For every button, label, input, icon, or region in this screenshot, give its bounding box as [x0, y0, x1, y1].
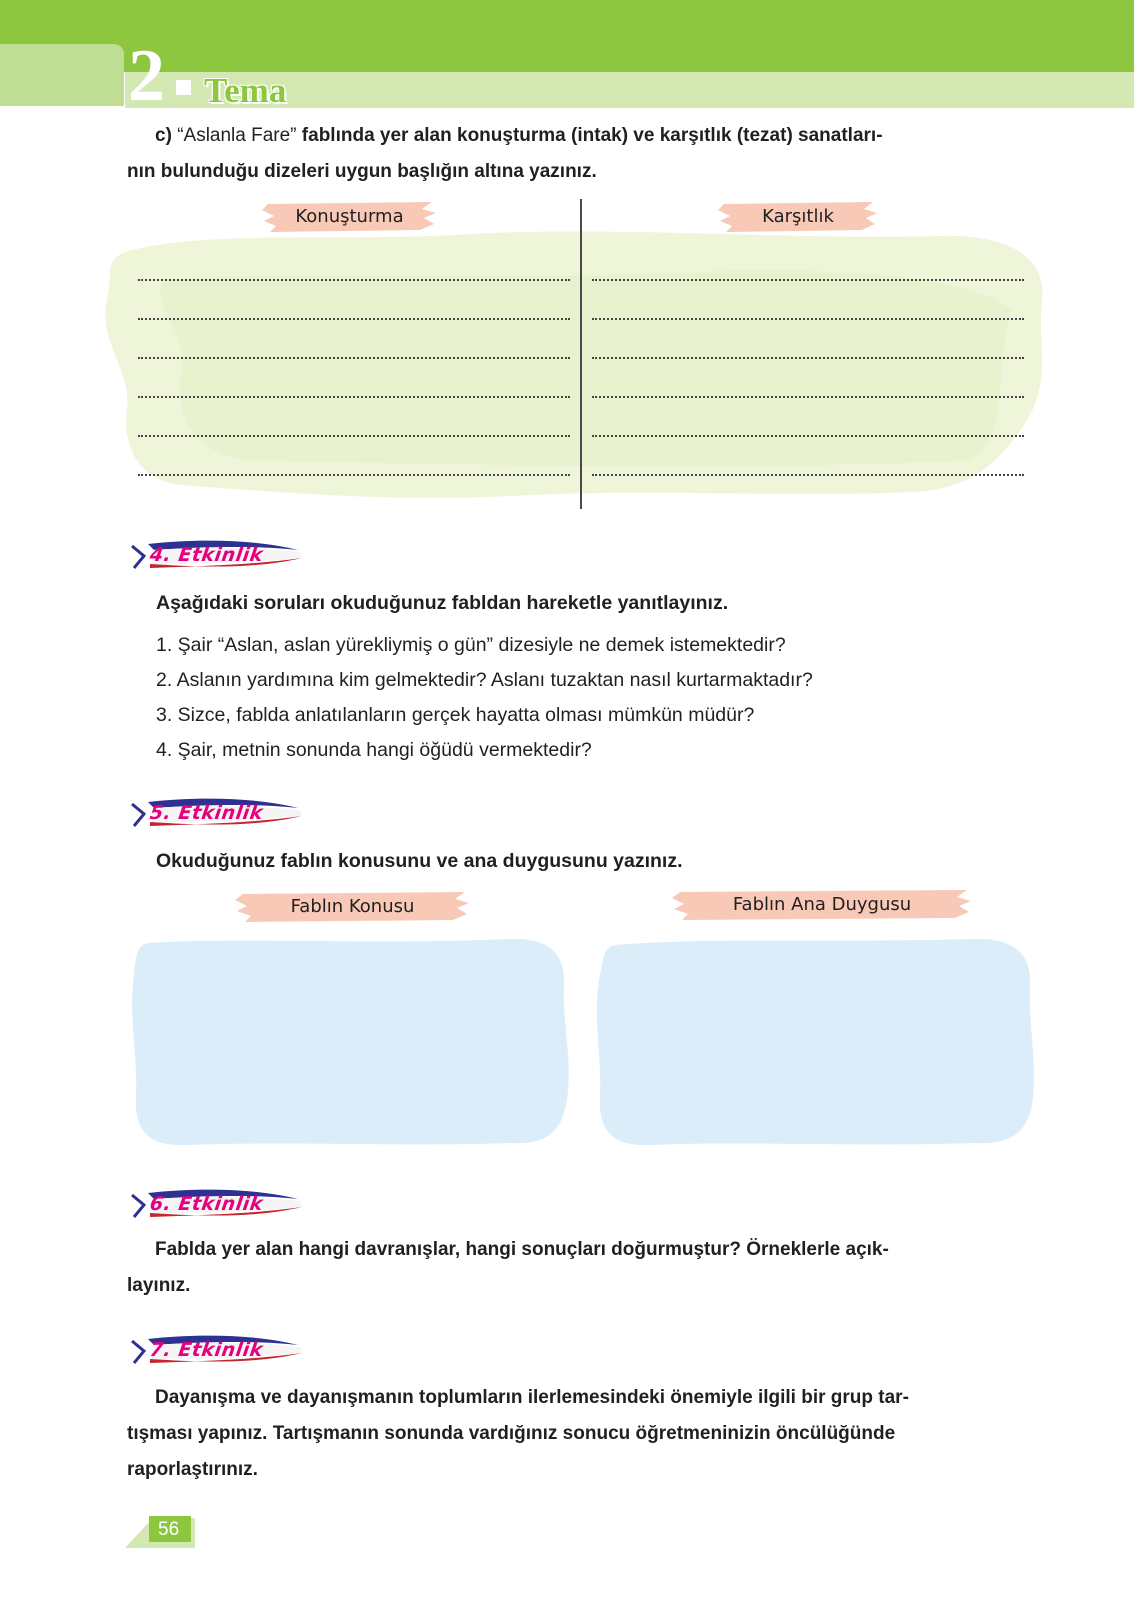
fablin-konusu-answer-box[interactable] — [128, 935, 576, 1150]
answer-line[interactable] — [138, 279, 570, 281]
fablin-ana-duygusu-answer-box[interactable] — [592, 935, 1040, 1150]
section-c-fable-title: “Aslanla Fare” — [177, 125, 297, 146]
page-number: 56 — [158, 1519, 180, 1540]
section-c-prefix: c) — [155, 125, 172, 146]
section-c-line1: fablında yer alan konuşturma (intak) ve karşıtlık (tezat) sanatları- — [296, 125, 883, 146]
activity6-instruction — [127, 1232, 1035, 1304]
activity6-label: 6. Etkinlik — [148, 1193, 265, 1215]
answer-line[interactable] — [592, 357, 1024, 359]
fablin-ana-duygusu-label — [672, 888, 972, 922]
activity5-instruction: Okuduğunuz fablın konusunu ve ana duygusunu yazınız. — [156, 850, 683, 872]
theme-word: Tema — [204, 71, 287, 110]
karsitlik-label-text: Karşıtlık — [762, 206, 834, 227]
answer-line[interactable] — [592, 435, 1024, 437]
answer-line[interactable] — [592, 396, 1024, 398]
activity7-line2: tışması yapınız. Tartışmanın sonunda vardığınız sonucu öğretmeninizin öncülüğünde — [127, 1423, 896, 1444]
activity6-line2: layınız. — [127, 1275, 191, 1296]
activity4-instruction: Aşağıdaki soruları okuduğunuz fabldan hareketle yanıtlayınız. — [156, 592, 729, 614]
answer-line[interactable] — [592, 474, 1024, 476]
konusturma-label-text: Konuşturma — [295, 206, 404, 227]
answer-line[interactable] — [592, 318, 1024, 320]
activity7-line3: raporlaştırınız. — [127, 1459, 258, 1480]
column-divider — [580, 199, 582, 509]
activity5-label: 5. Etkinlik — [148, 802, 265, 824]
answer-line[interactable] — [592, 279, 1024, 281]
activity7-instruction — [127, 1380, 1035, 1488]
answer-line[interactable] — [138, 474, 570, 476]
activity4-badge — [130, 538, 305, 574]
header-band — [0, 0, 1134, 72]
section-c-line2: nın bulunduğu dizeleri uygun başlığın altına yazınız. — [127, 161, 597, 182]
header-left-tab — [0, 44, 124, 106]
activity4-label: 4. Etkinlik — [148, 544, 265, 566]
activity6-badge — [130, 1187, 305, 1223]
question-2: 2. Aslanın yardımına kim gelmektedir? Aslanı tuzaktan nasıl kurtarmaktadır? — [156, 669, 813, 691]
question-3: 3. Sizce, fablda anlatılanların gerçek hayatta olması mümkün müdür? — [156, 704, 755, 726]
konusturma-label — [262, 200, 437, 234]
answer-line[interactable] — [138, 318, 570, 320]
theme-dot — [176, 80, 191, 95]
activity5-badge — [130, 796, 305, 832]
answer-line[interactable] — [138, 435, 570, 437]
fablin-ana-duygusu-text: Fablın Ana Duygusu — [732, 894, 912, 915]
answer-line[interactable] — [138, 357, 570, 359]
question-1: 1. Şair “Aslan, aslan yürekliymiş o gün” dizesiyle ne demek istemektedir? — [156, 634, 786, 656]
theme-number: 2 — [128, 35, 165, 117]
activity7-badge — [130, 1333, 305, 1369]
question-4: 4. Şair, metnin sonunda hangi öğüdü vermektedir? — [156, 739, 592, 761]
activity7-line1: Dayanışma ve dayanışmanın toplumların ilerlemesindeki önemiyle ilgili bir grup tar- — [155, 1387, 909, 1408]
section-c-instruction — [127, 118, 1035, 190]
activity6-line1: Fablda yer alan hangi davranışlar, hangi sonuçları doğurmuştur? Örneklerle açık- — [155, 1239, 889, 1260]
fablin-konusu-label — [235, 890, 470, 924]
fablin-konusu-text: Fablın Konusu — [290, 896, 415, 917]
activity7-label: 7. Etkinlik — [148, 1339, 265, 1361]
karsitlik-label — [718, 200, 878, 234]
answer-line[interactable] — [138, 396, 570, 398]
